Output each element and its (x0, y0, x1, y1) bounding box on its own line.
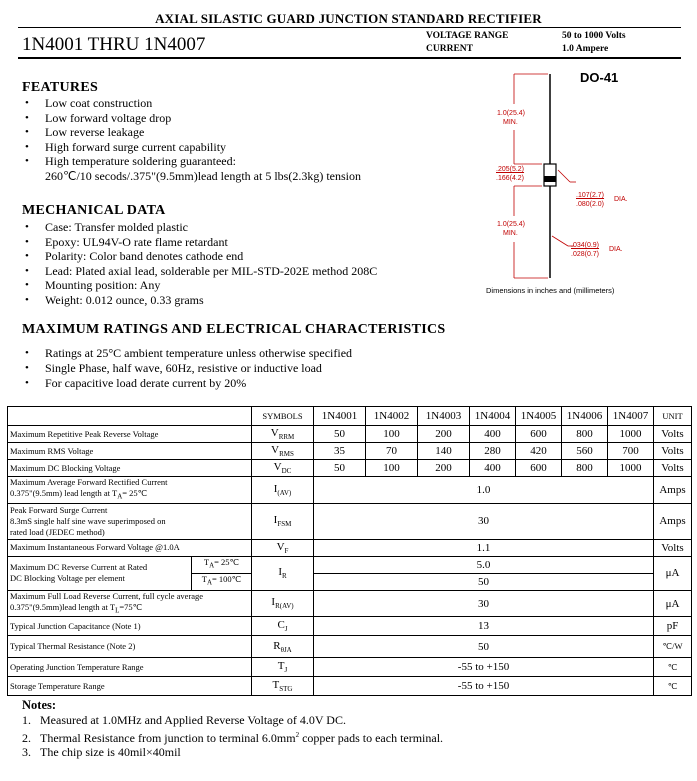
row-symbol: $V_{RRM}$ (252, 426, 314, 443)
header-part: 1N4003 (418, 407, 470, 426)
row-value: 400 (470, 426, 516, 443)
features-heading: FEATURES (22, 80, 99, 95)
row-unit: Volts (654, 539, 692, 556)
row-symbol: $T_{STG}$ (252, 677, 314, 696)
row-description: Operating Junction Temperature Range (8, 658, 252, 677)
table-row (8, 443, 692, 460)
row-symbol: $V_F$ (252, 539, 314, 556)
cathode-band (544, 176, 556, 182)
notes-section (22, 698, 443, 760)
row-value: 50 (314, 460, 366, 477)
header-part: 1N4005 (516, 407, 562, 426)
row-value: 200 (418, 426, 470, 443)
mechanical-heading: MECHANICAL DATA (22, 203, 166, 218)
row-description: Maximum RMS Voltage (8, 443, 252, 460)
characteristics-table (7, 406, 692, 696)
header-part: 1N4006 (562, 407, 608, 426)
row-description: Storage Temperature Range (8, 677, 252, 696)
row-value: 1.1 (314, 539, 654, 556)
table-row-surge (8, 503, 692, 539)
current-label: CURRENT (426, 44, 473, 54)
table-row-avg-current (8, 477, 692, 504)
table-row-vf (8, 539, 692, 556)
table-row-tj (8, 658, 692, 677)
feature-item: • Low forward voltage drop (25, 110, 172, 125)
dim-body-dia-min: .080(2.0) (576, 201, 605, 208)
row-unit: ℃/W (654, 636, 692, 658)
row-condition: $T_A=$ 100℃ (192, 573, 252, 590)
row-value: 700 (608, 443, 654, 460)
table-row-tstg (8, 677, 692, 696)
rating-item: • Single Phase, half wave, 60Hz, resistive or inductive load (25, 361, 322, 375)
current-value: 1.0 Ampere (562, 44, 609, 54)
row-symbol: $R_{\theta JA}$ (252, 636, 314, 658)
row-unit: Volts (654, 460, 692, 477)
feature-item: • Low reverse leakage (25, 125, 145, 140)
dim-lead-length-top: 1.0(25.4) (497, 110, 526, 117)
row-value: 600 (516, 426, 562, 443)
mechanical-item: • Epoxy: UL94V-O rate flame retardant (25, 234, 228, 249)
row-description: Maximum DC Reverse Current at Rated DC Blocking Voltage per element (8, 556, 192, 590)
row-symbol: $V_{RMS}$ (252, 443, 314, 460)
row-value: 50 (314, 573, 654, 590)
rating-item: • Ratings at 25°C ambient temperature unless otherwise specified (25, 346, 353, 360)
row-unit: Amps (654, 503, 692, 539)
feature-item: • High temperature soldering guaranteed: (25, 154, 236, 169)
dim-lead-dia-label: DIA. (609, 246, 623, 253)
row-value: 200 (418, 460, 470, 477)
row-symbol: $I_R$ (252, 556, 314, 590)
dim-lead-length-bottom: 1.0(25.4) (497, 221, 526, 228)
row-unit: Volts (654, 443, 692, 460)
row-unit: Amps (654, 477, 692, 504)
document-title: AXIAL SILASTIC GUARD JUNCTION STANDARD RECTIFIER (155, 11, 542, 26)
dim-lead-min-top: MIN. (503, 119, 518, 126)
row-value: 30 (314, 590, 654, 617)
row-unit: ℃ (654, 677, 692, 696)
row-value: 5.0 (314, 556, 654, 573)
table-row (8, 460, 692, 477)
row-symbol: $C_J$ (252, 617, 314, 636)
feature-item: • High forward surge current capability (25, 139, 227, 154)
table-row-cj (8, 617, 692, 636)
dim-body-dia-label: DIA. (614, 196, 628, 203)
row-value: 1000 (608, 426, 654, 443)
note-1: 1. Measured at 1.0MHz and Applied Reverse Voltage of 4.0V DC. (22, 712, 346, 727)
header-part: 1N4007 (608, 407, 654, 426)
title-rule (18, 27, 681, 28)
header-part: 1N4001 (314, 407, 366, 426)
row-value: 280 (470, 443, 516, 460)
row-symbol: $I_{R(AV)}$ (252, 590, 314, 617)
row-value: 420 (516, 443, 562, 460)
row-value: 100 (366, 426, 418, 443)
header-unit: UNIT (654, 407, 692, 426)
mechanical-item: • Weight: 0.012 ounce, 0.33 grams (25, 292, 204, 307)
row-value: 800 (562, 460, 608, 477)
row-unit: ℃ (654, 658, 692, 677)
voltage-range-label: VOLTAGE RANGE (426, 31, 509, 41)
row-description: Peak Forward Surge Current 8.3mS single half sine wave superimposed on rated load (JEDEC method) (8, 503, 252, 539)
row-symbol: $I_{FSM}$ (252, 503, 314, 539)
row-symbol: $V_{DC}$ (252, 460, 314, 477)
row-value: 13 (314, 617, 654, 636)
note-2: 2. Thermal Resistance from junction to terminal $6.0mm^2$ copper pads to each terminal. (22, 730, 444, 745)
table-row-ir (8, 556, 692, 573)
row-value: 35 (314, 443, 366, 460)
row-description: Maximum Full Load Reverse Current, full cycle average 0.375"(9.5mm)lead length at $T_L=75℃$ (8, 590, 252, 617)
header-part: 1N4004 (470, 407, 516, 426)
notes-heading: Notes: (22, 698, 57, 712)
row-symbol: $T_J$ (252, 658, 314, 677)
part-range: 1N4001 THRU 1N4007 (22, 34, 206, 55)
row-value: 400 (470, 460, 516, 477)
row-description: Maximum Instantaneous Forward Voltage @1.0A (8, 539, 252, 556)
voltage-range-value: 50 to 1000 Volts (562, 31, 626, 41)
dim-body-length-min: .166(4.2) (496, 175, 525, 182)
mechanical-item: • Lead: Plated axial lead, solderable per MIL-STD-202E method 208C (25, 263, 378, 278)
dim-lead-dia-max: .034(0.9) (571, 242, 600, 249)
mechanical-item: • Mounting position: Any (25, 278, 161, 293)
note-3: 3. The chip size is 40mil×40mil (22, 745, 181, 760)
row-unit: Volts (654, 426, 692, 443)
row-value: 50 (314, 636, 654, 658)
row-value: 100 (366, 460, 418, 477)
features-list (23, 96, 361, 184)
row-description: Typical Thermal Resistance (Note 2) (8, 636, 252, 658)
row-value: 1.0 (314, 477, 654, 504)
row-value: 600 (516, 460, 562, 477)
table-row-irav (8, 590, 692, 617)
mechanical-item: • Case: Transfer molded plastic (25, 220, 188, 234)
feature-item-continuation: 260℃/10 secods/.375"(9.5mm)lead length at 5 lbs(2.3kg) tension (45, 168, 361, 183)
row-value: -55 to +150 (314, 658, 654, 677)
table-row (8, 426, 692, 443)
row-description: Maximum DC Blocking Voltage (8, 460, 252, 477)
row-symbol: $I_{(AV)}$ (252, 477, 314, 504)
mechanical-list (23, 220, 377, 308)
row-value: 140 (418, 443, 470, 460)
dim-body-length-max: .205(5.2) (496, 166, 525, 173)
table-corner (8, 407, 252, 426)
table-header-row (8, 407, 692, 426)
row-value: 800 (562, 426, 608, 443)
row-value: -55 to +150 (314, 677, 654, 696)
row-value: 70 (366, 443, 418, 460)
row-value: 1000 (608, 460, 654, 477)
package-name: DO-41 (580, 70, 619, 85)
ratings-list (23, 346, 352, 391)
header-part: 1N4002 (366, 407, 418, 426)
ratings-heading: MAXIMUM RATINGS AND ELECTRICAL CHARACTERISTICS (22, 322, 446, 337)
row-value: 30 (314, 503, 654, 539)
table-row-rth (8, 636, 692, 658)
row-unit: pF (654, 617, 692, 636)
row-condition: $T_A=$ 25℃ (192, 556, 252, 573)
row-description: Maximum Average Forward Rectified Current 0.375"(9.5mm) lead length at $T_A=$ 25℃ (8, 477, 252, 504)
dimension-caption: Dimensions in inches and (millimeters) (486, 286, 615, 295)
dim-lead-dia-min: .028(0.7) (571, 251, 600, 258)
rating-item: • For capacitive load derate current by 20% (25, 376, 247, 390)
row-description: Maximum Repetitive Peak Reverse Voltage (8, 426, 252, 443)
mechanical-item: • Polarity: Color band denotes cathode end (25, 249, 244, 264)
diode-body (544, 164, 556, 186)
header-symbols: SYMBOLS (252, 407, 314, 426)
row-unit: μA (654, 556, 692, 590)
row-value: 560 (562, 443, 608, 460)
feature-item: • Low coat construction (25, 96, 153, 110)
row-unit: μA (654, 590, 692, 617)
dim-lead-min-bottom: MIN. (503, 230, 518, 237)
dim-body-dia-max: .107(2.7) (576, 192, 605, 199)
row-value: 50 (314, 426, 366, 443)
row-description: Typical Junction Capacitance (Note 1) (8, 617, 252, 636)
